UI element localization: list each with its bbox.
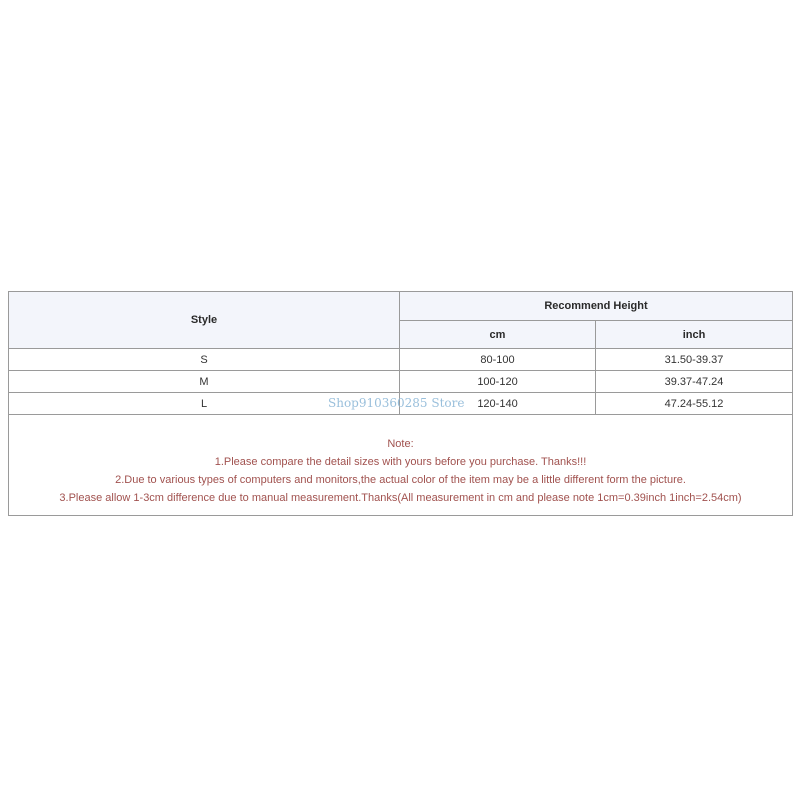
table-row (9, 349, 793, 371)
cm-cell: 120-140 (400, 393, 596, 415)
cm-cell: 80-100 (400, 349, 596, 371)
style-cell: L (9, 393, 400, 415)
recommend-height-header: Recommend Height (400, 292, 793, 321)
style-cell: M (9, 371, 400, 393)
note-title: Note: (387, 438, 414, 450)
store-watermark: Shop910360285 Store (328, 396, 465, 410)
cm-cell: 100-120 (400, 371, 596, 393)
inch-cell: 47.24-55.12 (596, 393, 793, 415)
inch-cell: 39.37-47.24 (596, 371, 793, 393)
note-line-2: 2.Due to various types of computers and monitors,the actual color of the item may be a little different form the picture. (115, 474, 686, 486)
style-header: Style (9, 292, 400, 349)
inch-header: inch (596, 321, 793, 349)
note-line-1: 1.Please compare the detail sizes with yours before you purchase. Thanks!!! (214, 456, 587, 468)
cm-header: cm (400, 321, 596, 349)
inch-cell: 31.50-39.37 (596, 349, 793, 371)
note-line-3: 3.Please allow 1-3cm difference due to manual measurement.Thanks(All measurement in cm and please note 1cm=0.39inch 1inch=2.54cm) (59, 492, 742, 504)
notes-row (9, 415, 793, 516)
table-row (9, 371, 793, 393)
style-cell: S (9, 349, 400, 371)
table-header-row (9, 292, 793, 321)
notes-cell (9, 415, 793, 516)
